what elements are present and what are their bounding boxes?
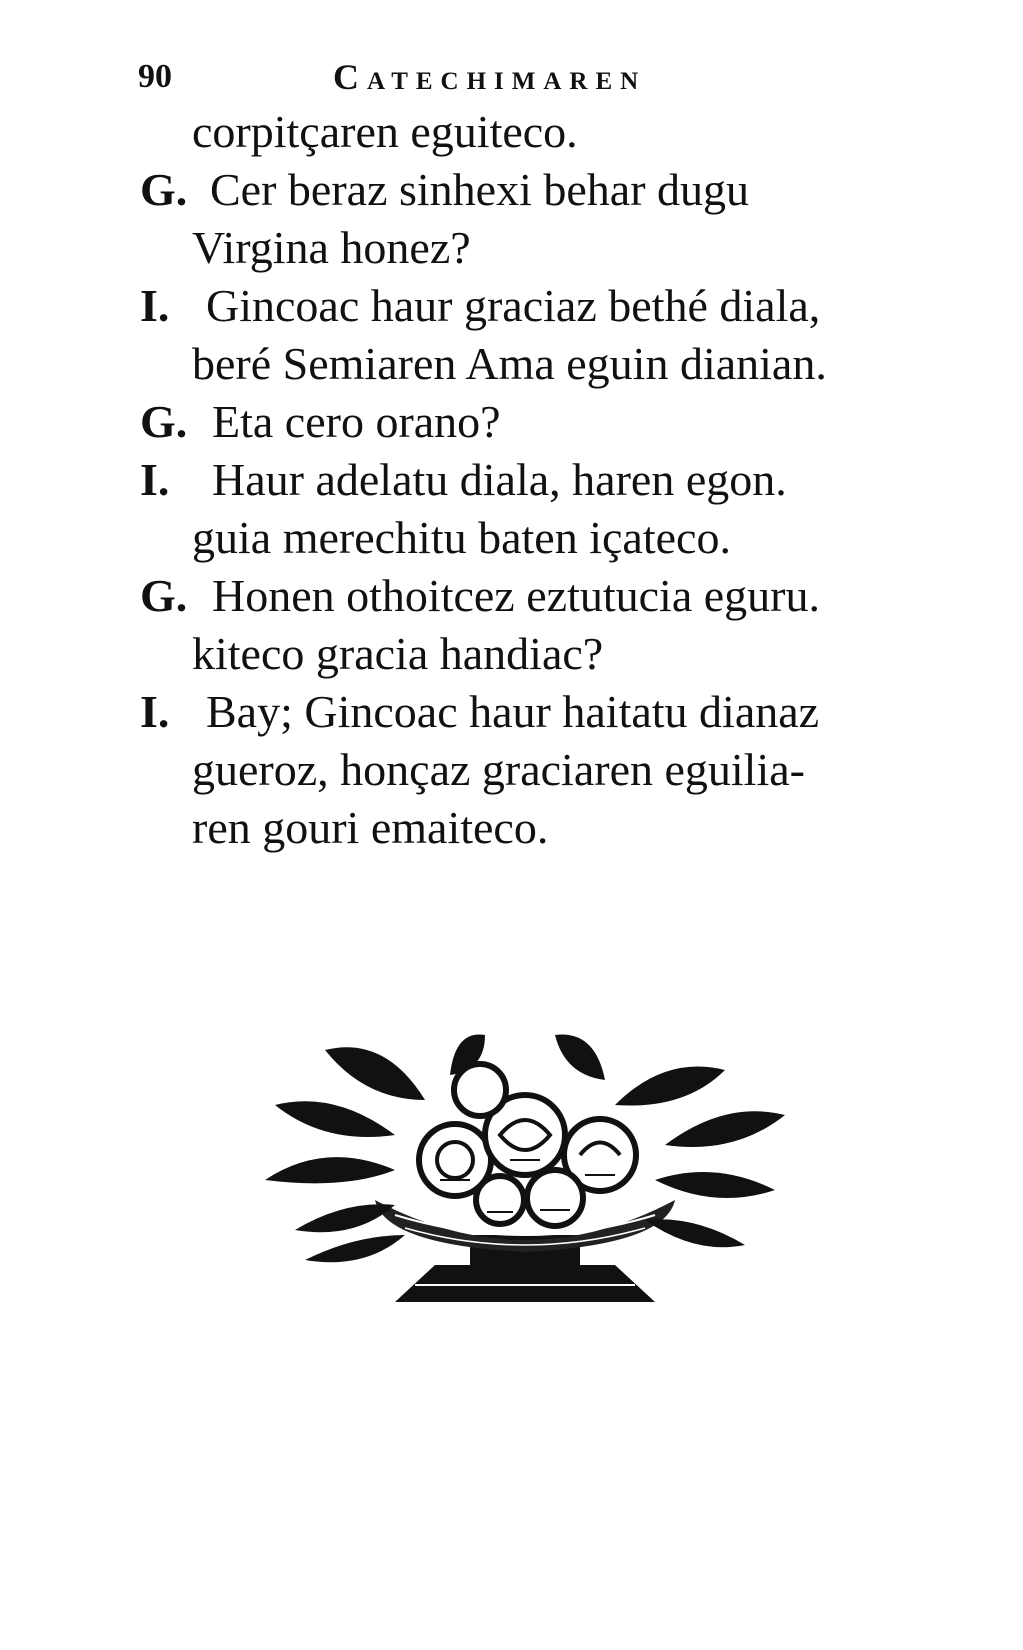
- text-line: Honen othoitcez eztutucia eguru.: [212, 570, 820, 621]
- speaker-label: I.: [140, 686, 170, 737]
- running-head: [138, 50, 778, 110]
- running-head-title: Catechimaren: [333, 57, 647, 97]
- fruit-basket-woodcut-icon: [255, 1030, 795, 1320]
- text-line: guia merechitu baten içateco.: [192, 512, 731, 563]
- text-line: Cer beraz sinhexi behar dugu: [210, 164, 750, 215]
- text-line: corpitçaren eguiteco.: [192, 106, 578, 157]
- speaker-label: I.: [140, 454, 170, 505]
- text-line: Haur adelatu diala, haren egon.: [212, 454, 787, 505]
- text-line: Virgina honez?: [192, 222, 471, 273]
- speaker-label: G.: [140, 396, 188, 447]
- speaker-label: G.: [140, 164, 188, 215]
- text-line: ren gouri emaiteco.: [192, 802, 549, 853]
- text-line: Eta cero orano?: [212, 396, 501, 447]
- text-line: Bay; Gincoac haur haitatu dianaz: [206, 686, 820, 737]
- speaker-label: G.: [140, 570, 188, 621]
- text-line: beré Semiaren Ama eguin dianian.: [192, 338, 827, 389]
- text-line: gueroz, honçaz graciaren eguilia-: [192, 744, 805, 795]
- text-line: kiteco gracia handiac?: [192, 628, 604, 679]
- speaker-label: I.: [140, 280, 170, 331]
- text-line: Gincoac haur graciaz bethé diala,: [206, 280, 821, 331]
- page-number: 90: [138, 58, 172, 95]
